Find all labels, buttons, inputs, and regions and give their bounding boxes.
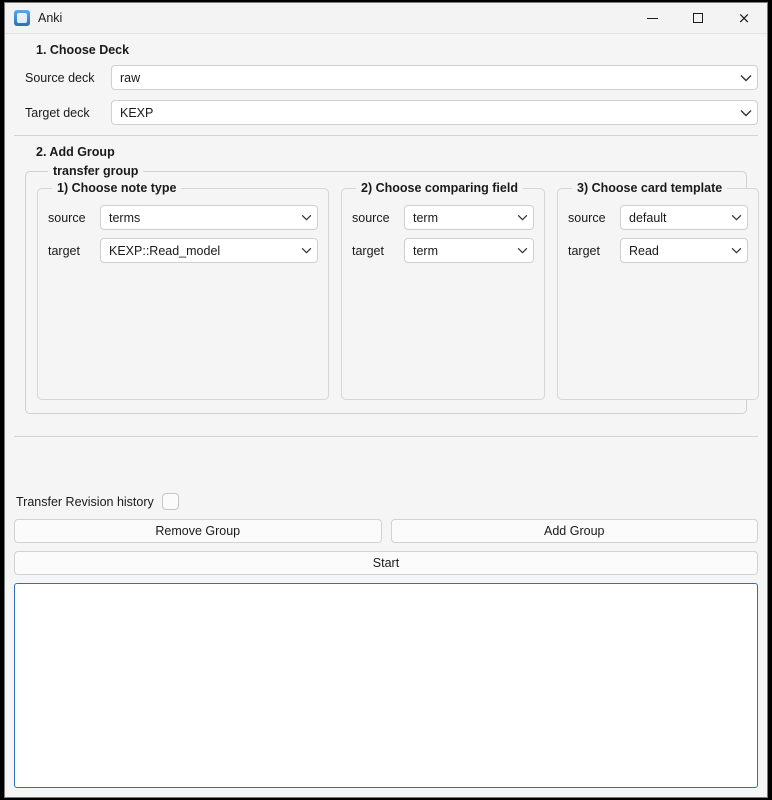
anki-window (4, 2, 768, 798)
comparing-field-source-label: source (352, 210, 390, 225)
divider-2 (14, 436, 758, 437)
target-deck-value: KEXP (120, 105, 154, 120)
anki-icon (14, 10, 30, 26)
chevron-down-icon (295, 247, 317, 254)
card-template-source-row (568, 205, 748, 230)
close-button[interactable] (721, 3, 767, 33)
minimize-button[interactable] (629, 3, 675, 33)
note-type-source-select[interactable] (100, 205, 318, 230)
source-deck-label: Source deck (25, 70, 95, 85)
window-content (5, 34, 767, 797)
note-type-source-label: source (48, 210, 86, 225)
chevron-down-icon (511, 214, 533, 221)
note-type-source-value: terms (109, 210, 141, 225)
card-template-target-label: target (568, 243, 600, 258)
group-buttons-row (14, 519, 758, 543)
chevron-down-icon (735, 109, 757, 117)
comparing-field-source-value: term (413, 210, 438, 225)
card-template-source-label: source (568, 210, 606, 225)
card-template-source-value: default (629, 210, 667, 225)
column-comparing-field-legend: 2) Choose comparing field (356, 181, 523, 195)
column-comparing-field (341, 181, 545, 400)
chevron-down-icon (295, 214, 317, 221)
group-columns (37, 181, 735, 400)
source-deck-value: raw (120, 70, 141, 85)
card-template-target-value: Read (629, 243, 659, 258)
card-template-target-select[interactable] (620, 238, 748, 263)
note-type-target-label: target (48, 243, 80, 258)
window-controls (629, 3, 767, 33)
start-button[interactable]: Start (14, 551, 758, 575)
minimize-icon (647, 18, 658, 19)
comparing-field-target-select[interactable] (404, 238, 534, 263)
window-title: Anki (38, 11, 63, 25)
section-choose-deck-title: 1. Choose Deck (36, 43, 130, 57)
column-card-template (557, 181, 759, 400)
column-note-type-legend: 1) Choose note type (52, 181, 181, 195)
chevron-down-icon (511, 247, 533, 254)
log-output[interactable] (14, 583, 758, 788)
comparing-field-target-value: term (413, 243, 438, 258)
transfer-history-checkbox[interactable] (162, 493, 179, 510)
comparing-field-source-select[interactable] (404, 205, 534, 230)
target-deck-row (25, 100, 758, 125)
card-template-source-select[interactable] (620, 205, 748, 230)
column-card-template-legend: 3) Choose card template (572, 181, 727, 195)
add-group-button[interactable]: Add Group (391, 519, 759, 543)
note-type-target-select[interactable] (100, 238, 318, 263)
section-add-group-title: 2. Add Group (36, 145, 115, 159)
title-bar (5, 3, 767, 34)
transfer-group-legend: transfer group (48, 164, 143, 178)
divider (14, 135, 758, 136)
note-type-source-row (48, 205, 318, 230)
chevron-down-icon (735, 74, 757, 82)
maximize-button[interactable] (675, 3, 721, 33)
transfer-history-label: Transfer Revision history (16, 494, 154, 509)
transfer-history-row (16, 493, 758, 510)
comparing-field-target-label: target (352, 243, 384, 258)
source-deck-row (25, 65, 758, 90)
close-icon: × (737, 8, 751, 27)
card-template-target-row (568, 238, 748, 263)
transfer-group-box (25, 164, 747, 414)
target-deck-select[interactable] (111, 100, 758, 125)
chevron-down-icon (725, 214, 747, 221)
comparing-field-source-row (352, 205, 534, 230)
note-type-target-value: KEXP::Read_model (109, 243, 221, 258)
column-note-type (37, 181, 329, 400)
source-deck-select[interactable] (111, 65, 758, 90)
target-deck-label: Target deck (25, 105, 90, 120)
maximize-icon (693, 13, 703, 23)
bottom-area (14, 485, 758, 788)
chevron-down-icon (725, 247, 747, 254)
start-button-row (14, 551, 758, 575)
note-type-target-row (48, 238, 318, 263)
remove-group-button[interactable]: Remove Group (14, 519, 382, 543)
comparing-field-target-row (352, 238, 534, 263)
